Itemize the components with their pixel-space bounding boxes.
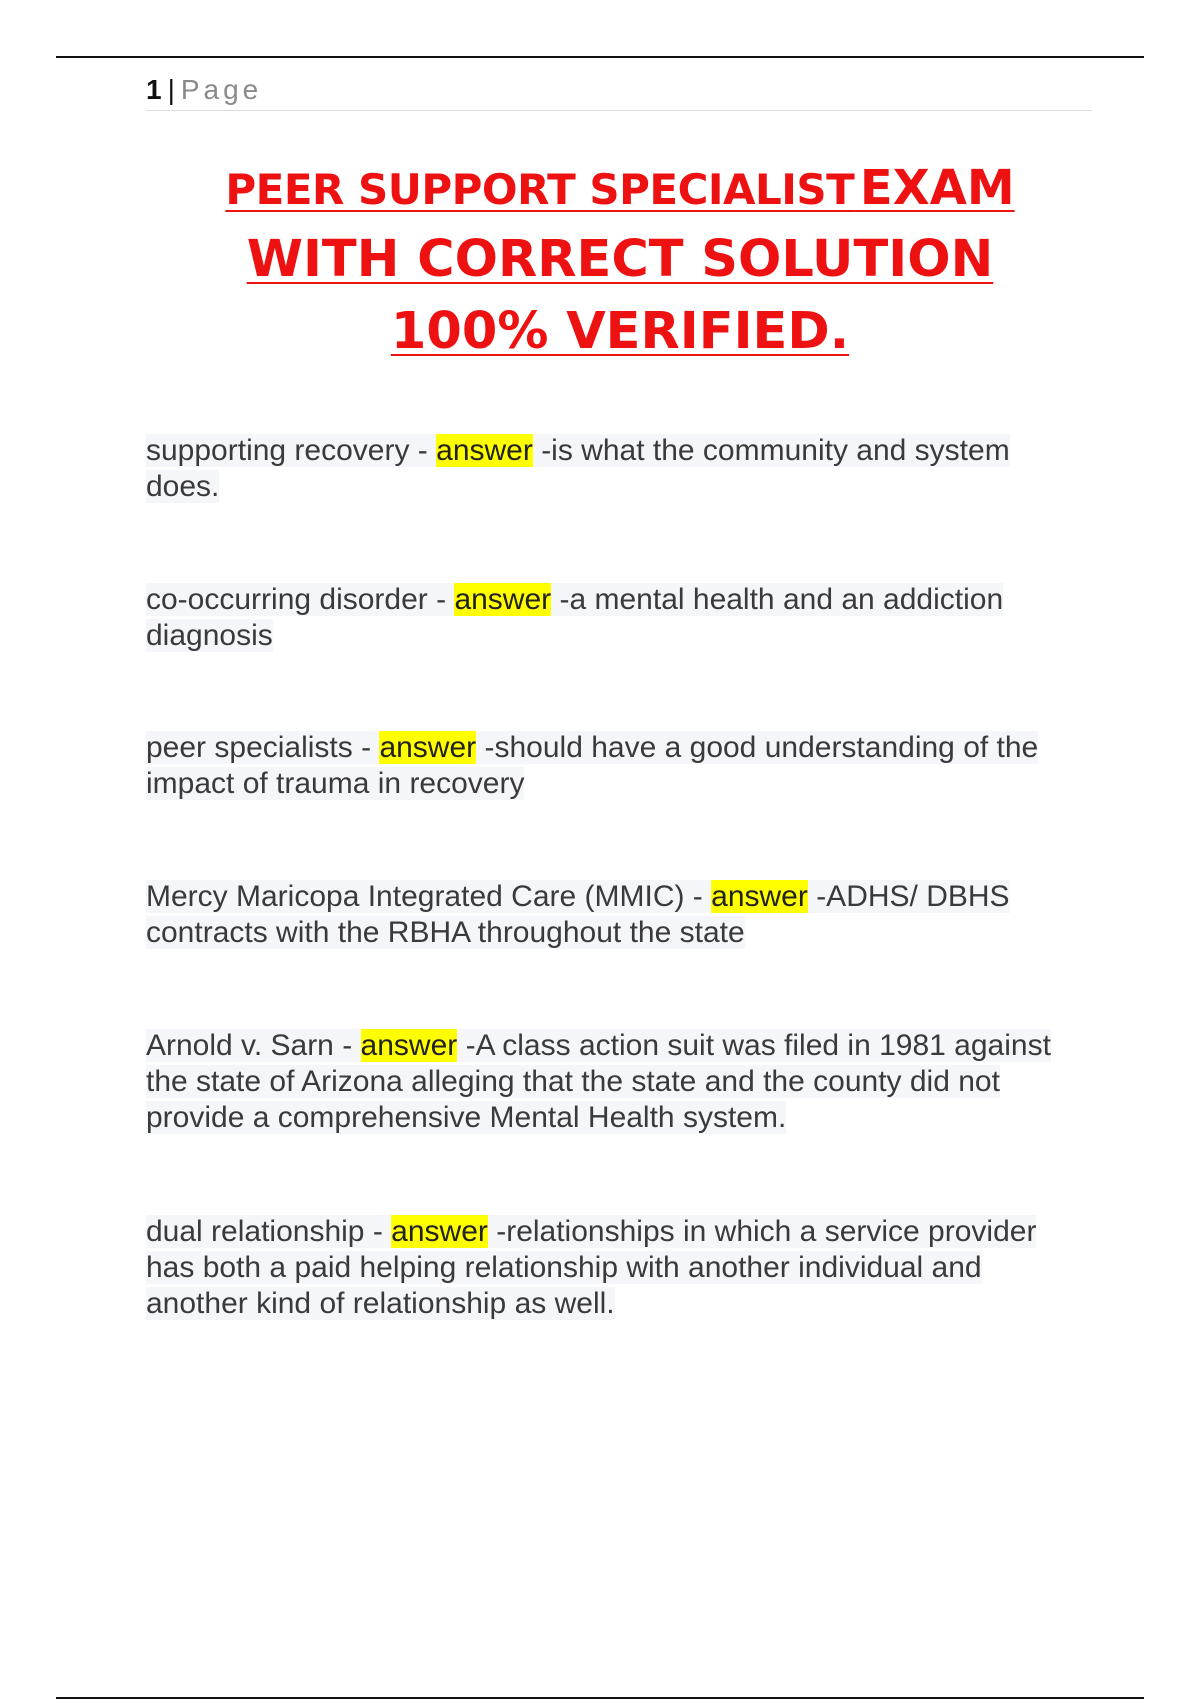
qa-term: supporting recovery - — [146, 434, 437, 467]
qa-term: peer specialists - — [146, 731, 380, 764]
qa-definition: -a mental health and an addiction diagnosis — [146, 583, 1004, 652]
answer-highlight: answer — [711, 880, 808, 913]
title-line-1 — [130, 152, 1110, 224]
answer-highlight: answer — [454, 583, 552, 616]
qa-term: co-occurring disorder - — [146, 583, 455, 616]
top-rule — [56, 56, 1144, 58]
bottom-rule — [56, 1697, 1144, 1699]
page-label: Page — [180, 74, 263, 105]
qa-term: dual relationship - — [146, 1215, 392, 1248]
qa-entry — [146, 1028, 1076, 1136]
qa-definition: -A class action suit was filed in 1981 against the state of Arizona alleging that the state and the county did not provide a comprehensive Mental Health system. — [146, 1029, 1051, 1134]
qa-entry — [146, 879, 1076, 951]
qa-definition: -ADHS/ DBHS contracts with the RBHA throughout the state — [146, 880, 1010, 949]
qa-entry — [146, 582, 1076, 654]
qa-term: Arnold v. Sarn - — [146, 1029, 361, 1062]
qa-term: Mercy Maricopa Integrated Care (MMIC) - — [146, 880, 712, 913]
title-line-1-part-2: EXAM — [859, 160, 1015, 216]
answer-highlight: answer — [436, 434, 533, 467]
qa-definition: -is what the community and system does. — [146, 434, 1010, 503]
qa-entry — [146, 433, 1076, 505]
page-separator: | — [167, 74, 175, 105]
answer-highlight: answer — [360, 1029, 458, 1062]
page-number: 1 — [146, 74, 162, 105]
title-line-2: WITH CORRECT SOLUTION — [246, 230, 994, 289]
answer-highlight: answer — [391, 1215, 488, 1248]
title-line-1-part-1: PEER SUPPORT SPECIALIST — [225, 165, 855, 214]
qa-entry — [146, 730, 1076, 802]
qa-definition: -relationships in which a service provider has both a paid helping relationship with another individual and another kind of relationship as well. — [146, 1215, 1037, 1320]
title-line-3: 100% VERIFIED. — [390, 302, 850, 361]
qa-entry — [146, 1214, 1076, 1322]
qa-definition: -should have a good understanding of the impact of trauma in recovery — [146, 731, 1039, 800]
answer-highlight: answer — [379, 731, 477, 764]
document-title — [130, 152, 1110, 368]
page-header — [146, 72, 1092, 111]
